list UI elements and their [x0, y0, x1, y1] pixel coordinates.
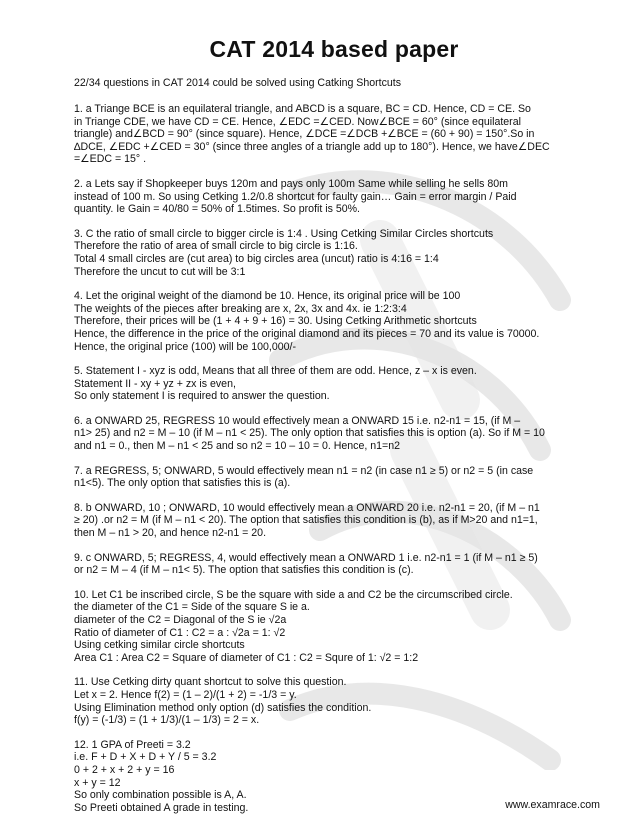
answer-line: Area C1 : Area C2 = Square of diameter of C1 : C2 = Squre of 1: √2 = 1:2	[74, 651, 419, 664]
answer-line: 2. a Lets say if Shopkeeper buys 120m and pays only 100m Same while selling he sells 80m	[74, 177, 508, 190]
answer-item	[74, 465, 574, 490]
answer-list	[74, 103, 574, 814]
answer-line: So Preeti obtained A grade in testing.	[74, 801, 249, 814]
answer-line: ≥ 20) .or n2 = M (if M – n1 < 20). The option that satisfies this condition is (b), as if M>20 and n1=1,	[74, 514, 538, 527]
answer-line: diameter of the C2 = Diagonal of the S ie √2a	[74, 614, 287, 626]
answer-line: instead of 100 m. So using Cetking 1.2/0.8 shortcut for faulty gain… Gain = error margin / Paid	[74, 190, 517, 203]
answer-line: Total 4 small circles are (cut area) to big circles area (uncut) ratio is 4:16 = 1:4	[74, 252, 439, 265]
answer-line: 7. a REGRESS, 5; ONWARD, 5 would effectively mean n1 = n2 (in case n1 ≥ 5) or n2 = 5 (in case	[74, 464, 534, 477]
answer-line: and n1 = 0., then M – n1 < 25 and so n2 = 10 – 10 = 0. Hence, n1=n2	[74, 440, 401, 453]
answer-item	[74, 178, 574, 216]
answer-line: 3. C the ratio of small circle to bigger circle is 1:4 . Using Cetking Similar Circles shortcuts	[74, 227, 494, 240]
answer-line: Let x = 2. Hence f(2) = (1 – 2)/(1 + 2) = -1/3 = y.	[74, 688, 297, 701]
answer-line: quantity. Ie Gain = 40/80 = 50% of 1.5times. So profit is 50%.	[74, 203, 360, 216]
answer-line: The weights of the pieces after breaking are x, 2x, 3x and 4x. ie 1:2:3:4	[74, 302, 407, 315]
answer-line: Statement II - xy + yz + zx is even,	[74, 377, 236, 390]
answer-item	[74, 415, 574, 453]
answer-line: Using Elimination method only option (d) satisfies the condition.	[74, 701, 372, 714]
answer-line: or n2 = M – 4 (if M – n1< 5). The option that satisfies this condition is (c).	[74, 564, 414, 577]
answer-item	[74, 739, 574, 815]
answer-line: Therefore the ratio of area of small circle to big circle is 1:16.	[74, 240, 358, 253]
answer-line: 10. Let C1 be inscribed circle, S be the square with side a and C2 be the circumscribed circle.	[74, 588, 513, 601]
answer-line: Using cetking similar circle shortcuts	[74, 639, 245, 652]
answer-item	[74, 502, 574, 540]
answer-line: =∠EDC = 15° .	[74, 153, 147, 166]
answer-line: 6. a ONWARD 25, REGRESS 10 would effectively mean a ONWARD 15 i.e. n2-n1 = 15, (if M –	[74, 414, 521, 427]
footer-url[interactable]: www.examrace.com	[505, 799, 600, 811]
answer-line: So only combination possible is A, A.	[74, 789, 247, 802]
answer-item	[74, 103, 574, 166]
answer-line: Hence, the difference in the price of the original diamond and its pieces = 70 and its value is 70000.	[74, 327, 540, 340]
answer-line: 8. b ONWARD, 10 ; ONWARD, 10 would effectively mean a ONWARD 20 i.e. n2-n1 = 20, (if M – n1	[74, 501, 540, 514]
answer-line: n1> 25) and n2 = M – 10 (if M – n1 < 25). The only option that satisfies this is option (a). So if M = 10	[74, 427, 545, 440]
answer-line: i.e. F + D + X + D + Y / 5 = 3.2	[74, 751, 217, 764]
answer-item	[74, 228, 574, 278]
answer-line: 9. c ONWARD, 5; REGRESS, 4, would effectively mean a ONWARD 1 i.e. n2-n1 = 1 (if M – n1 ≥ 5)	[74, 551, 538, 564]
answer-item	[74, 589, 574, 665]
answer-item	[74, 552, 574, 577]
answer-line: the diameter of the C1 = Side of the square S ie a.	[74, 601, 310, 614]
answer-line: ∆DCE, ∠EDC +∠CED = 30° (since three angles of a triangle add up to 180°). Hence, we have∠DEC	[74, 140, 550, 153]
answer-line: then M – n1 > 20, and hence n2-n1 = 20.	[74, 527, 267, 540]
answer-line: n1<5). The only option that satisfies this is (a).	[74, 477, 291, 490]
page-title: CAT 2014 based paper	[209, 36, 459, 62]
answer-line: Hence, the original price (100) will be 100,000/-	[74, 340, 297, 353]
answer-line: Therefore the uncut to cut will be 3:1	[74, 265, 246, 278]
answer-line: triangle) and∠BCD = 90° (since square). Hence, ∠DCE =∠DCB +∠BCE = (60 + 90) = 150°.So in	[74, 128, 535, 141]
answer-line: 4. Let the original weight of the diamond be 10. Hence, its original price will be 100	[74, 290, 461, 303]
document-page	[74, 36, 574, 826]
answer-item	[74, 290, 574, 353]
answer-item	[74, 676, 574, 726]
answer-line: So only statement I is required to answer the question.	[74, 390, 330, 403]
answer-line: f(y) = (-1/3) = (1 + 1/3)/(1 – 1/3) = 2 = x.	[74, 714, 260, 727]
answer-line: 12. 1 GPA of Preeti = 3.2	[74, 738, 191, 751]
answer-line: 11. Use Cetking dirty quant shortcut to solve this question.	[74, 676, 347, 689]
answer-line: x + y = 12	[74, 776, 121, 789]
answer-line: in Triange CDE, we have CD = CE. Hence, ∠EDC =∠CED. Now∠BCE = 60° (since equilateral	[74, 115, 521, 128]
answer-line: 0 + 2 + x + 2 + y = 16	[74, 763, 175, 776]
answer-line: 1. a Triange BCE is an equilateral triangle, and ABCD is a square, BC = CD. Hence, CD = CE. So	[74, 103, 531, 115]
answer-line: 5. Statement I - xyz is odd, Means that all three of them are odd. Hence, z – x is even.	[74, 365, 477, 378]
answer-item	[74, 365, 574, 403]
answer-line: Ratio of diameter of C1 : C2 = a : √2a = 1: √2	[74, 626, 286, 639]
intro-text: 22/34 questions in CAT 2014 could be solved using Catking Shortcuts	[74, 77, 402, 89]
answer-line: Therefore, their prices will be (1 + 4 + 9 + 16) = 30. Using Cetking Arithmetic shortcuts	[74, 315, 477, 328]
